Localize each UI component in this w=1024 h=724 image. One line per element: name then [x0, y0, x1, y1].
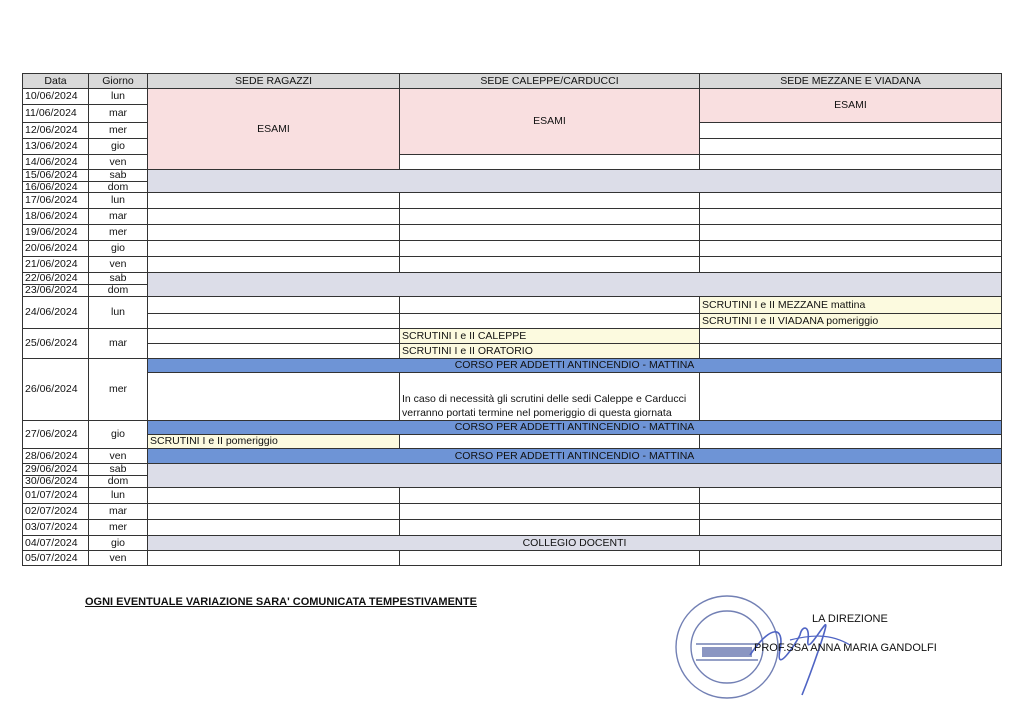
empty-cell: [700, 488, 1002, 504]
empty-cell: [700, 257, 1002, 273]
empty-cell: [700, 155, 1002, 170]
empty-cell: [400, 225, 700, 241]
table-row: [23, 359, 1002, 373]
esami-caleppe: ESAMI: [400, 89, 700, 155]
empty-cell: [700, 373, 1002, 421]
date-cell: 19/06/2024: [23, 225, 89, 241]
empty-cell: [148, 520, 400, 536]
table-row: [23, 435, 1002, 449]
direzione-label: LA DIREZIONE: [812, 613, 888, 625]
date-cell: 24/06/2024: [23, 297, 89, 329]
empty-cell: [400, 314, 700, 329]
date-cell: 10/06/2024: [23, 89, 89, 105]
empty-cell: [400, 488, 700, 504]
empty-cell: [700, 435, 1002, 449]
empty-cell: [700, 520, 1002, 536]
day-cell: sab: [89, 170, 148, 182]
day-cell: mar: [89, 105, 148, 123]
table-row: [23, 297, 1002, 314]
table-row: [23, 89, 1002, 105]
day-cell: lun: [89, 193, 148, 209]
table-row: [23, 449, 1002, 464]
empty-cell: [400, 504, 700, 520]
corso-antincendio-banner: CORSO PER ADDETTI ANTINCENDIO - MATTINA: [148, 449, 1002, 464]
day-cell: mer: [89, 123, 148, 139]
empty-cell: [700, 209, 1002, 225]
date-cell: 29/06/2024: [23, 464, 89, 476]
day-cell: gio: [89, 421, 148, 449]
table-row: [23, 373, 1002, 421]
empty-cell: [148, 344, 400, 359]
empty-cell: [400, 551, 700, 566]
table-row: [23, 225, 1002, 241]
date-cell: 12/06/2024: [23, 123, 89, 139]
empty-cell: [148, 504, 400, 520]
scrutini-viadana-cell: SCRUTINI I e II VIADANA pomeriggio: [700, 314, 1002, 329]
table-row: [23, 504, 1002, 520]
table-row: [23, 421, 1002, 435]
scrutini-pomeriggio-cell: SCRUTINI I e II pomeriggio: [148, 435, 400, 449]
empty-cell: [148, 241, 400, 257]
date-cell: 23/06/2024: [23, 285, 89, 297]
table-row: [23, 257, 1002, 273]
header-row: [23, 74, 1002, 89]
day-cell: lun: [89, 297, 148, 329]
date-cell: 03/07/2024: [23, 520, 89, 536]
day-cell: lun: [89, 488, 148, 504]
esami-ragazzi: ESAMI: [148, 89, 400, 170]
empty-cell: [148, 314, 400, 329]
date-cell: 01/07/2024: [23, 488, 89, 504]
empty-cell: [148, 551, 400, 566]
esami-mezzane: ESAMI: [700, 89, 1002, 123]
date-cell: 05/07/2024: [23, 551, 89, 566]
footer-note: OGNI EVENTUALE VARIAZIONE SARA' COMUNICATA TEMPESTIVAMENTE: [85, 596, 477, 608]
empty-cell: [148, 488, 400, 504]
date-cell: 18/06/2024: [23, 209, 89, 225]
day-cell: dom: [89, 285, 148, 297]
corso-antincendio-banner: CORSO PER ADDETTI ANTINCENDIO - MATTINA: [148, 421, 1002, 435]
header-sede-caleppe-carducci: SEDE CALEPPE/CARDUCCI: [400, 74, 700, 89]
empty-cell: [148, 193, 400, 209]
collegio-docenti-banner: COLLEGIO DOCENTI: [148, 536, 1002, 551]
scrutini-caleppe-cell: SCRUTINI I e II CALEPPE: [400, 329, 700, 344]
table-row: [23, 273, 1002, 285]
empty-cell: [400, 193, 700, 209]
empty-cell: [700, 139, 1002, 155]
empty-cell: [148, 257, 400, 273]
empty-cell: [400, 241, 700, 257]
table-row: [23, 520, 1002, 536]
empty-cell: [400, 520, 700, 536]
day-cell: mar: [89, 329, 148, 359]
day-cell: ven: [89, 551, 148, 566]
empty-cell: [700, 241, 1002, 257]
day-cell: ven: [89, 155, 148, 170]
day-cell: mer: [89, 359, 148, 421]
date-cell: 22/06/2024: [23, 273, 89, 285]
table-row: [23, 329, 1002, 344]
day-cell: sab: [89, 273, 148, 285]
weekend-band: [148, 464, 1002, 488]
signatory-name: PROF.SSA ANNA MARIA GANDOLFI: [754, 642, 937, 654]
empty-cell: [148, 297, 400, 314]
empty-cell: [148, 329, 400, 344]
empty-cell: [400, 435, 700, 449]
table-row: [23, 536, 1002, 551]
day-cell: sab: [89, 464, 148, 476]
day-cell: dom: [89, 476, 148, 488]
day-cell: ven: [89, 257, 148, 273]
empty-cell: [400, 297, 700, 314]
empty-cell: [148, 373, 400, 421]
date-cell: 11/06/2024: [23, 105, 89, 123]
header-sede-ragazzi: SEDE RAGAZZI: [148, 74, 400, 89]
empty-cell: [700, 123, 1002, 139]
date-cell: 21/06/2024: [23, 257, 89, 273]
empty-cell: [400, 155, 700, 170]
nota-scrutini-cell: In caso di necessità gli scrutini delle sedi Caleppe e Carducci verranno portati termine nel pomeriggio di questa giornata: [400, 373, 700, 421]
scrutini-oratorio-cell: SCRUTINI I e II ORATORIO: [400, 344, 700, 359]
table-row: [23, 464, 1002, 476]
date-cell: 17/06/2024: [23, 193, 89, 209]
scrutini-mezzane-cell: SCRUTINI I e II MEZZANE mattina: [700, 297, 1002, 314]
table-row: [23, 193, 1002, 209]
date-cell: 02/07/2024: [23, 504, 89, 520]
table-row: [23, 344, 1002, 359]
empty-cell: [700, 193, 1002, 209]
date-cell: 16/06/2024: [23, 181, 89, 193]
table-row: [23, 170, 1002, 182]
day-cell: gio: [89, 536, 148, 551]
empty-cell: [148, 225, 400, 241]
date-cell: 20/06/2024: [23, 241, 89, 257]
day-cell: gio: [89, 241, 148, 257]
table-row: [23, 241, 1002, 257]
day-cell: mar: [89, 504, 148, 520]
date-cell: 15/06/2024: [23, 170, 89, 182]
empty-cell: [700, 504, 1002, 520]
table-row: [23, 488, 1002, 504]
empty-cell: [700, 329, 1002, 344]
header-sede-mezzane-viadana: SEDE MEZZANE E VIADANA: [700, 74, 1002, 89]
day-cell: dom: [89, 181, 148, 193]
date-cell: 30/06/2024: [23, 476, 89, 488]
day-cell: gio: [89, 139, 148, 155]
empty-cell: [400, 257, 700, 273]
empty-cell: [400, 209, 700, 225]
date-cell: 26/06/2024: [23, 359, 89, 421]
header-data: Data: [23, 74, 89, 89]
empty-cell: [700, 344, 1002, 359]
table-row: [23, 314, 1002, 329]
day-cell: lun: [89, 89, 148, 105]
date-cell: 25/06/2024: [23, 329, 89, 359]
day-cell: ven: [89, 449, 148, 464]
weekend-band: [148, 273, 1002, 297]
empty-cell: [700, 551, 1002, 566]
header-giorno: Giorno: [89, 74, 148, 89]
schedule-table: [22, 73, 1002, 566]
day-cell: mar: [89, 209, 148, 225]
date-cell: 14/06/2024: [23, 155, 89, 170]
table-row: [23, 209, 1002, 225]
date-cell: 04/07/2024: [23, 536, 89, 551]
date-cell: 27/06/2024: [23, 421, 89, 449]
date-cell: 28/06/2024: [23, 449, 89, 464]
day-cell: mer: [89, 225, 148, 241]
empty-cell: [148, 209, 400, 225]
table-row: [23, 551, 1002, 566]
date-cell: 13/06/2024: [23, 139, 89, 155]
empty-cell: [700, 225, 1002, 241]
signature-block: [754, 613, 937, 654]
weekend-band: [148, 170, 1002, 193]
day-cell: mer: [89, 520, 148, 536]
corso-antincendio-banner: CORSO PER ADDETTI ANTINCENDIO - MATTINA: [148, 359, 1002, 373]
